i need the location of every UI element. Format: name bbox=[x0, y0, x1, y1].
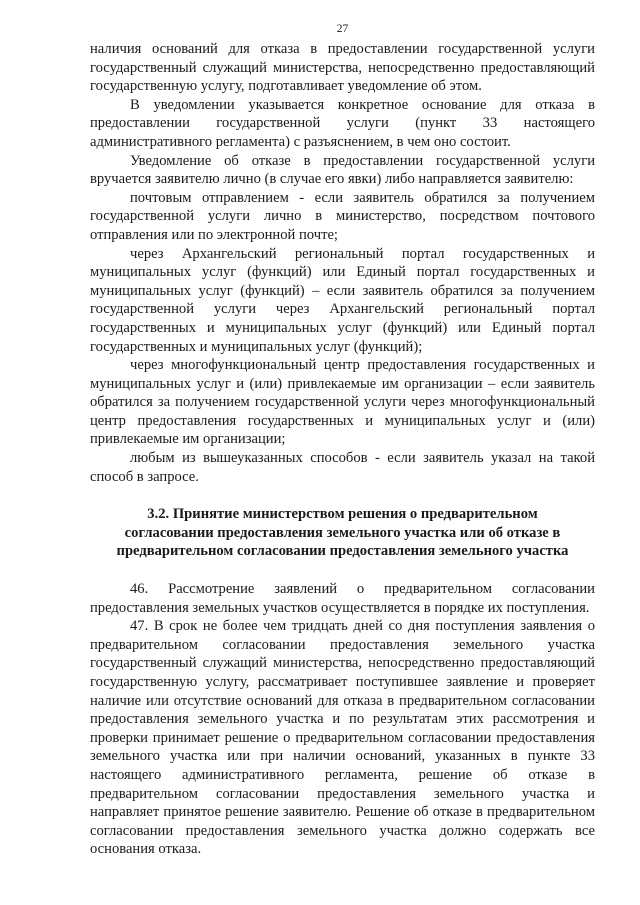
paragraph-continuation: наличия оснований для отказа в предоставлении государственной услуги государственный служащий министерства, непосредственно предоставляющий государственную услугу, подготавливает уведомление об этом. bbox=[90, 41, 595, 95]
paragraph-delivery-post: почтовым отправлением - если заявитель обратился за получением государственной услуги лично в министерство, посредством почтового отправления или по электронной почте; bbox=[90, 189, 595, 243]
paragraph-item-47: 47. В срок не более чем тридцать дней со дня поступления заявления о предварительном согласовании предоставления земельного участка государственный служащий министерства, непосредственно предоставляющий государственную услугу, рассматривает поступившее заявление и проверяет наличие или отсутствие оснований для отказа в предварительном согласовании предоставления земельного участка и по результатам этих рассмотрения и проверки принимает решение о предварительном согласовании предоставления земельного участка или при наличии оснований, указанных в пункте 33 настоящего административного регламента, решение об отказе в предварительном согласовании предоставления земельного участка и направляет принятое решение заявителю. Решение об отказе в предварительном согласовании предоставления земельного участка должно содержать все основания отказа. bbox=[90, 618, 595, 858]
paragraph-notice-content: В уведомлении указывается конкретное основание для отказа в предоставлении государственной услуги (пункт 33 настоящего административного регламента) с разъяснением, в чем оно состоит. bbox=[90, 96, 595, 150]
spacer bbox=[90, 561, 595, 580]
spacer bbox=[90, 486, 595, 505]
paragraph-delivery-any: любым из вышеуказанных способов - если заявитель указал на такой способ в запросе. bbox=[90, 450, 595, 485]
document-body bbox=[90, 40, 595, 859]
section-heading-line: согласовании предоставления земельного участка или об отказе в bbox=[124, 524, 561, 541]
page-number: 27 bbox=[336, 23, 349, 35]
paragraph-item-46: 46. Рассмотрение заявлений о предварительном согласовании предоставления земельных участков осуществляется в порядке их поступления. bbox=[90, 581, 595, 616]
section-heading-line: предварительном согласовании предоставления земельного участка bbox=[116, 543, 569, 560]
paragraph-delivery-mfc: через многофункциональный центр предоставления государственных и муниципальных услуг и (или) привлекаемые им организации – если заявитель обратился за получением государственной услуги через многофункциональный центр предоставления государственных и муниципальных услуг и (или) привлекаемые им организации; bbox=[90, 357, 595, 448]
section-heading-line: 3.2. Принятие министерством решения о предварительном bbox=[147, 506, 538, 523]
paragraph-notice-delivery: Уведомление об отказе в предоставлении государственной услуги вручается заявителю лично (в случае его явки) либо направляется заявителю: bbox=[90, 152, 595, 188]
section-heading bbox=[90, 505, 595, 561]
paragraph-delivery-portal: через Архангельский региональный портал государственных и муниципальных услуг (функций) или Единый портал государственных и муниципальных услуг (функций) – если заявитель обратился за получением государственной услуги через Архангельский региональный портал государственных и муниципальных услуг (функций) или Единый портал государственных и муниципальных услуг (функций); bbox=[90, 245, 595, 355]
